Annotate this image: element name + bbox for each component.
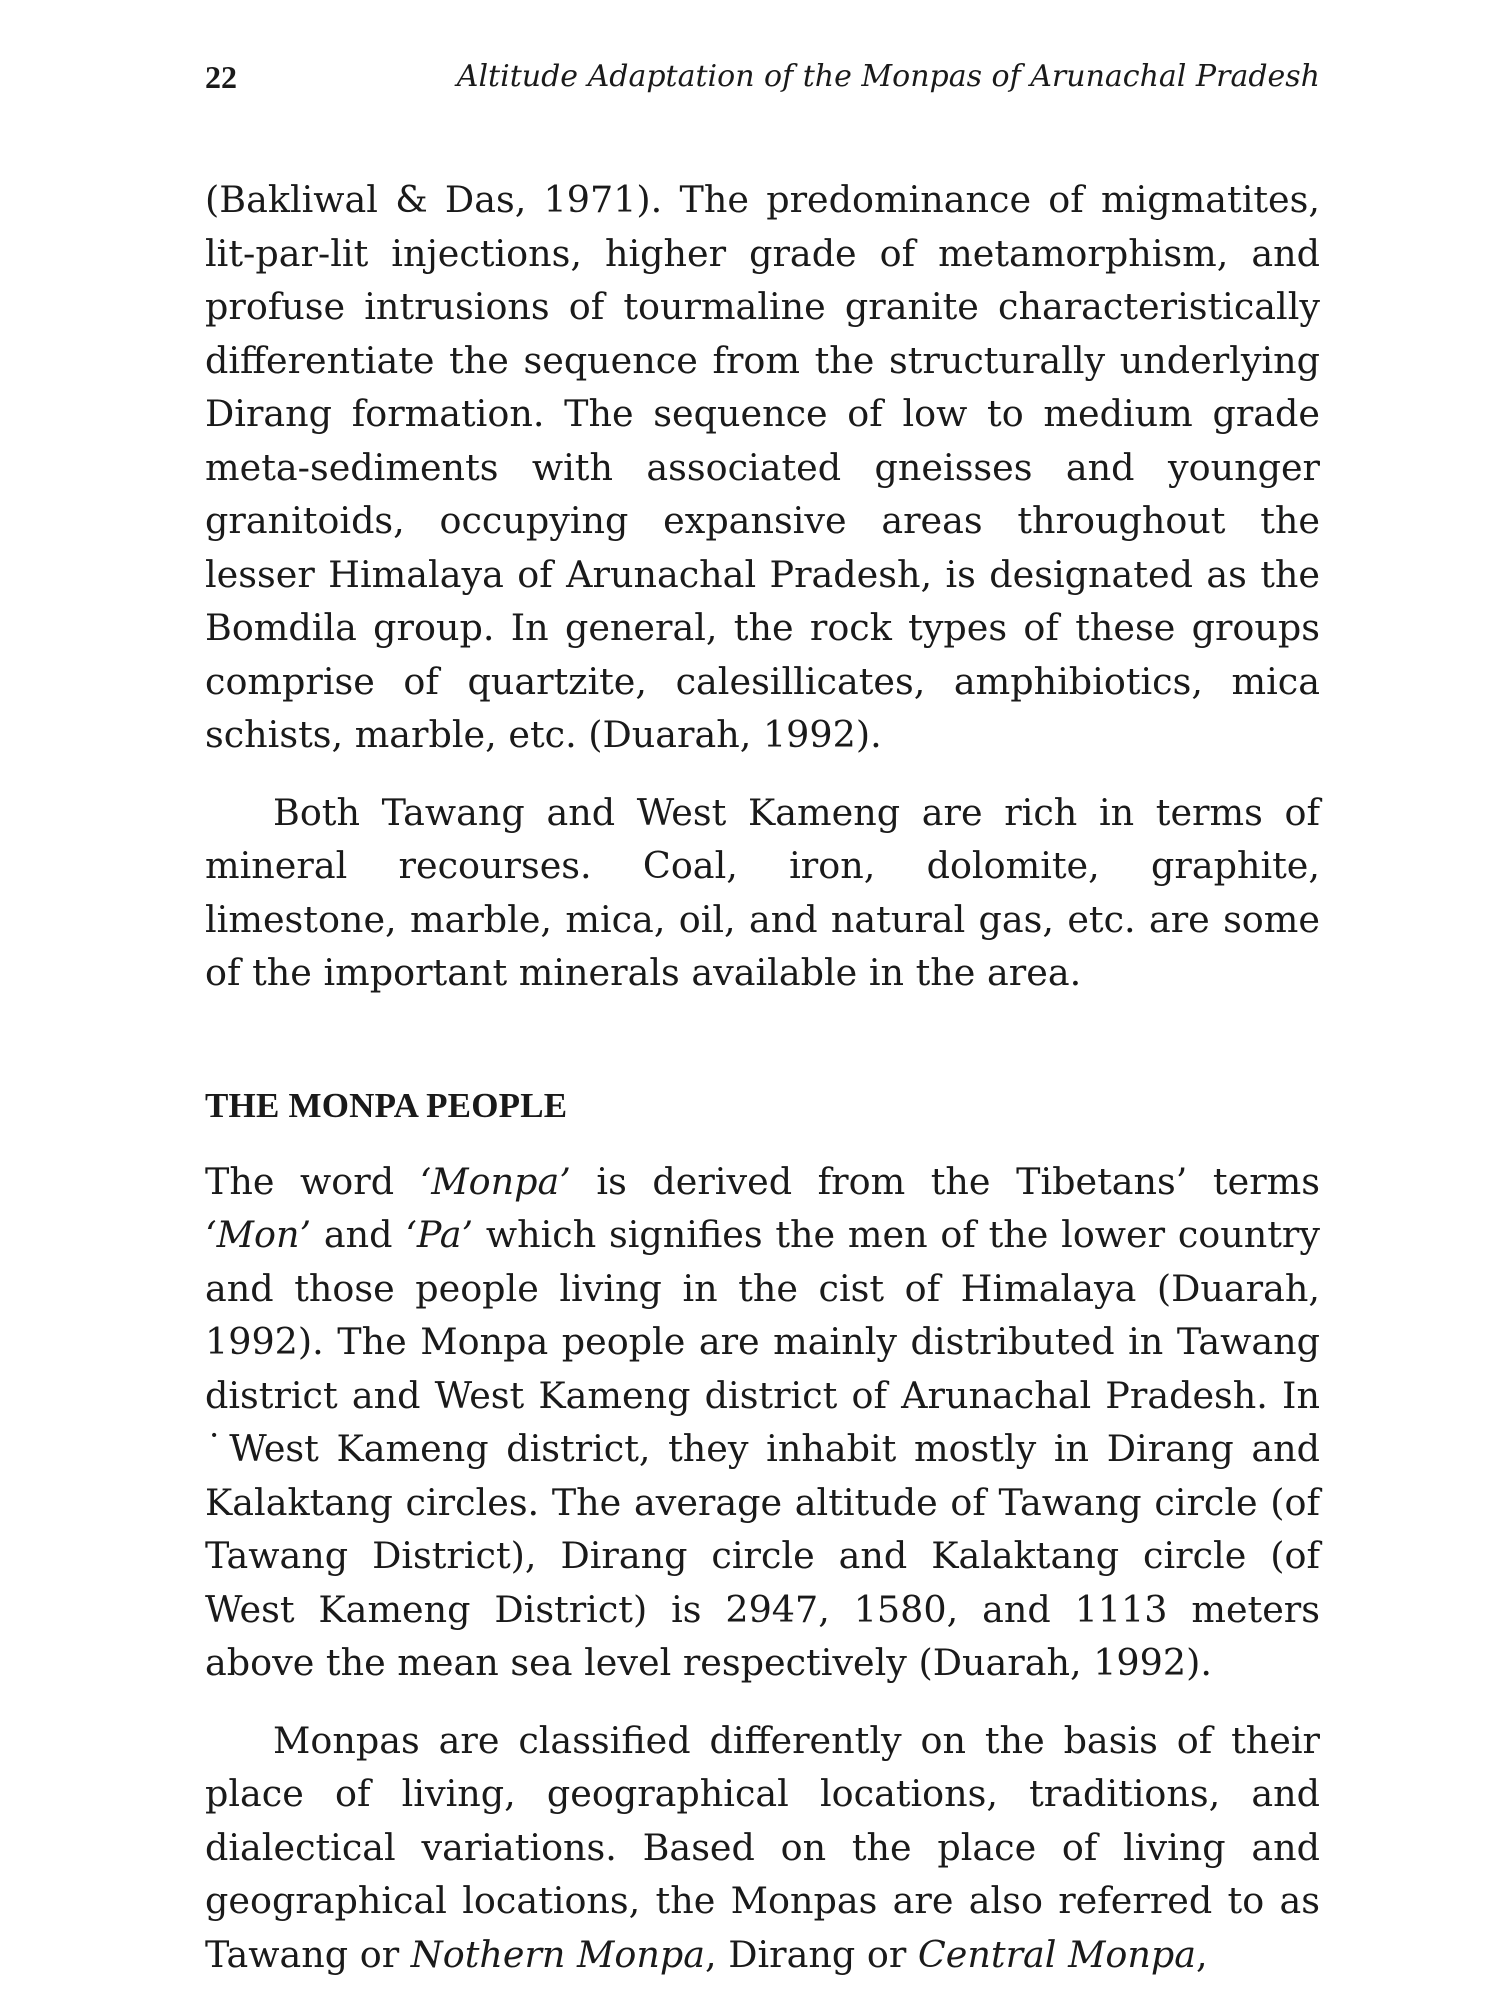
paragraph-geology: (Bakliwal & Das, 1971). The predominance of migmatites, lit-par-lit injections, higher grade of metamorphism, and profuse intrusions of tourmaline granite characteristically differentiate the sequence from the structurally underlying Dirang formation. The sequence of low to medium grade meta-sediments with associated gneisses and younger granitoids, occupying expansive areas throughout the lesser Himalaya of Arunachal Pradesh, is designated as the Bomdila group. In general, the rock types of these groups comprise of quartzite, calesillicates, amphibiotics, mica schists, marble, etc. (Duarah, 1992).: [205, 178, 1320, 756]
italic-term: ‘Monpa’: [419, 1159, 571, 1203]
running-head: [205, 52, 1320, 102]
book-title: Altitude Adaptation of the Monpas of Arunachal Pradesh: [456, 59, 1320, 94]
body-text: [205, 173, 1320, 1981]
paragraph-monpa-classification: [205, 1714, 1320, 1982]
italic-term: ‘Mon’: [205, 1213, 312, 1256]
italic-term: Nothern Monpa: [410, 1932, 706, 1976]
paragraph-minerals: Both Tawang and West Kameng are rich in terms of mineral recourses. Coal, iron, dolomite, graphite, limestone, marble, mica, oil, and natural gas, etc. are some of the important minerals available in the area.: [205, 790, 1320, 994]
paragraph-monpa-origin: [205, 1155, 1320, 1690]
text-run: and: [311, 1213, 406, 1256]
text-run: which signifies the men of the lower country and those people living in the cist of Himalaya (Duarah, 1992). The Monpa people are mainly distributed in Tawang district and West Kameng district of Arunachal Pradesh. In ˙West Kameng district, they inhabit mostly in Dirang and Kalaktang circles. The average altitude of Tawang circle (of Tawang District), Dirang circle and Kalaktang circle (of West Kameng District) is 2947, 1580, and 1113 meters above the mean sea level respectively (Duarah, 1992).: [205, 1213, 1321, 1684]
text-run: is derived from the Tibetans’ terms: [570, 1159, 1320, 1203]
text-run: The word: [205, 1159, 420, 1203]
italic-term: Central Monpa: [917, 1932, 1197, 1976]
text-run: Monpas are classified differently on the basis of their place of living, geographical locations, traditions, and dialectical variations. Based on the place of living and geographical locations, the Monpas are also referred to as Tawang or: [205, 1718, 1320, 1976]
section-heading: THE MONPA PEOPLE: [205, 1085, 568, 1125]
italic-term: ‘Pa’: [405, 1213, 474, 1256]
text-run: , Dirang or: [705, 1932, 918, 1976]
text-run: ,: [1196, 1932, 1208, 1976]
page-number: 22: [205, 59, 237, 95]
